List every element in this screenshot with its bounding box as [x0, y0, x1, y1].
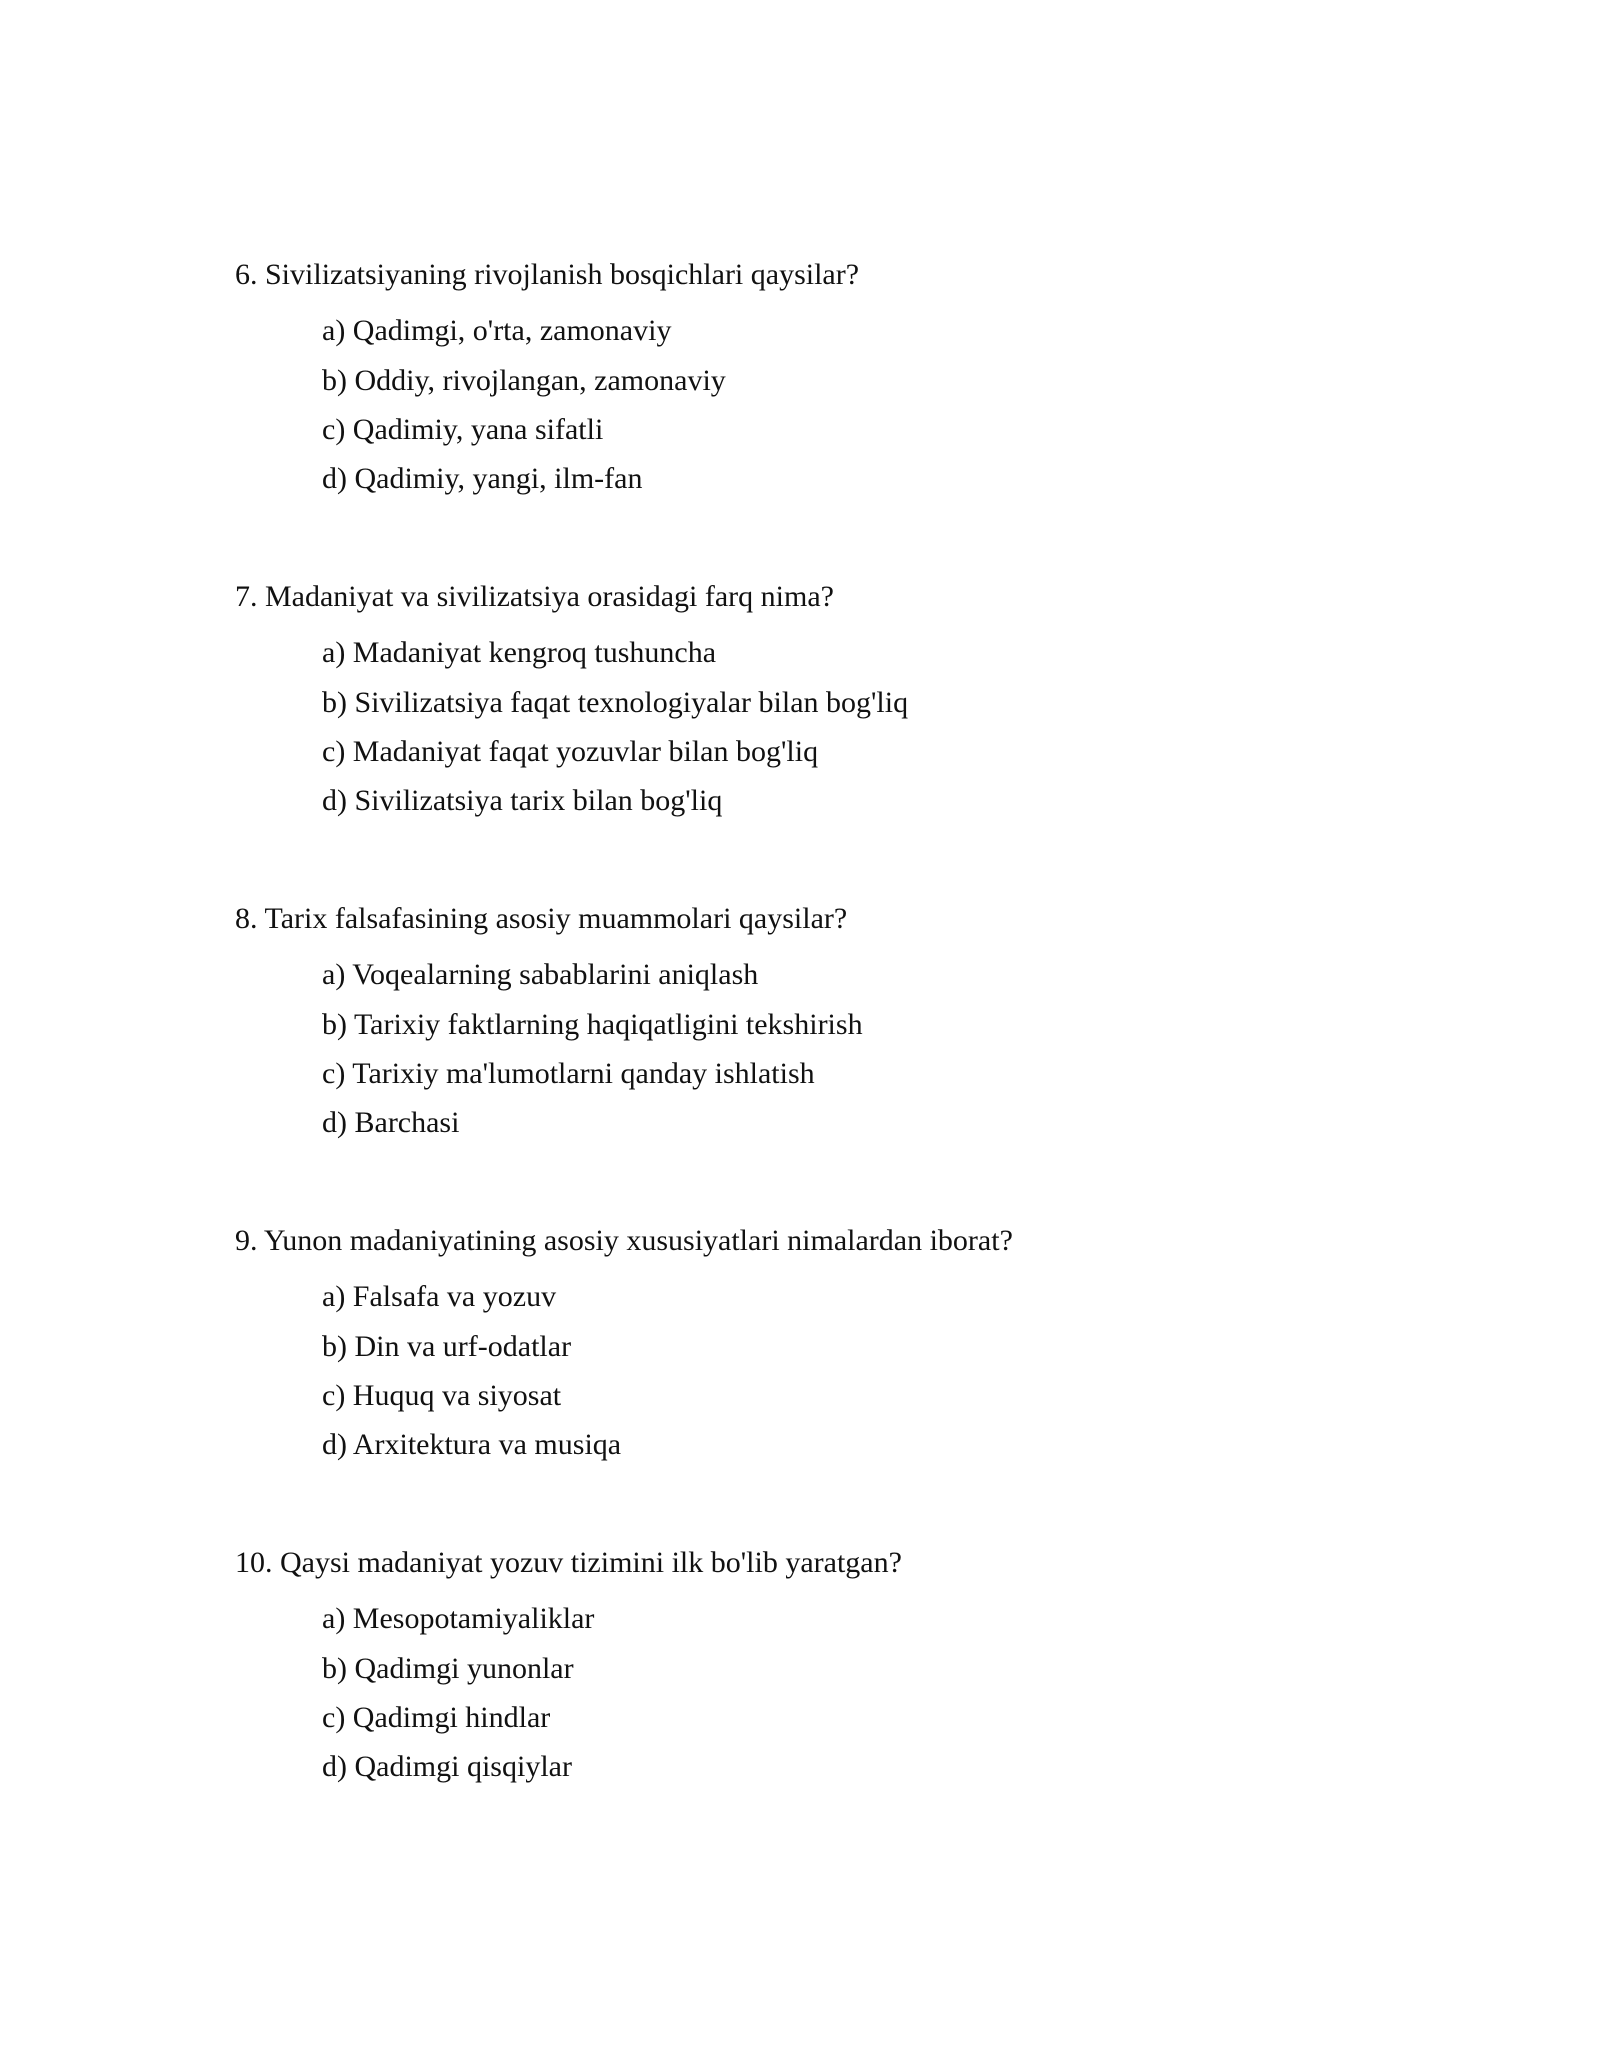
- question-text: 6. Sivilizatsiyaning rivojlanish bosqichlari qaysilar?: [235, 258, 860, 291]
- answer-option: a) Falsafa va yozuv: [322, 1280, 557, 1313]
- answer-option: c) Qadimgi hindlar: [322, 1701, 551, 1734]
- question-text: 10. Qaysi madaniyat yozuv tizimini ilk bo'lib yaratgan?: [235, 1546, 902, 1579]
- answer-option: a) Voqealarning sabablarini aniqlash: [322, 958, 759, 991]
- question-text: 9. Yunon madaniyatining asosiy xususiyatlari nimalardan iborat?: [235, 1224, 1013, 1257]
- answer-option: c) Tarixiy ma'lumotlarni qanday ishlatish: [322, 1057, 815, 1090]
- answer-option: d) Qadimiy, yangi, ilm-fan: [322, 462, 643, 495]
- answer-option: b) Qadimgi yunonlar: [322, 1652, 574, 1685]
- answer-option: b) Din va urf-odatlar: [322, 1330, 572, 1363]
- answer-option: d) Qadimgi qisqiylar: [322, 1750, 572, 1783]
- answer-option: c) Qadimiy, yana sifatli: [322, 413, 604, 446]
- answer-option: d) Sivilizatsiya tarix bilan bog'liq: [322, 784, 723, 817]
- answer-option: c) Huquq va siyosat: [322, 1379, 562, 1412]
- answer-option: a) Madaniyat kengroq tushuncha: [322, 636, 717, 669]
- answer-option: d) Arxitektura va musiqa: [322, 1428, 622, 1461]
- answer-option: a) Mesopotamiyaliklar: [322, 1602, 595, 1635]
- answer-option: b) Oddiy, rivojlangan, zamonaviy: [322, 364, 726, 397]
- answer-option: a) Qadimgi, o'rta, zamonaviy: [322, 314, 672, 347]
- answer-option: c) Madaniyat faqat yozuvlar bilan bog'liq: [322, 735, 819, 768]
- question-text: 8. Tarix falsafasining asosiy muammolari qaysilar?: [235, 902, 848, 935]
- question-text: 7. Madaniyat va sivilizatsiya orasidagi farq nima?: [235, 580, 834, 613]
- answer-option: b) Sivilizatsiya faqat texnologiyalar bilan bog'liq: [322, 686, 909, 719]
- answer-option: b) Tarixiy faktlarning haqiqatligini tekshirish: [322, 1008, 863, 1041]
- answer-option: d) Barchasi: [322, 1106, 460, 1139]
